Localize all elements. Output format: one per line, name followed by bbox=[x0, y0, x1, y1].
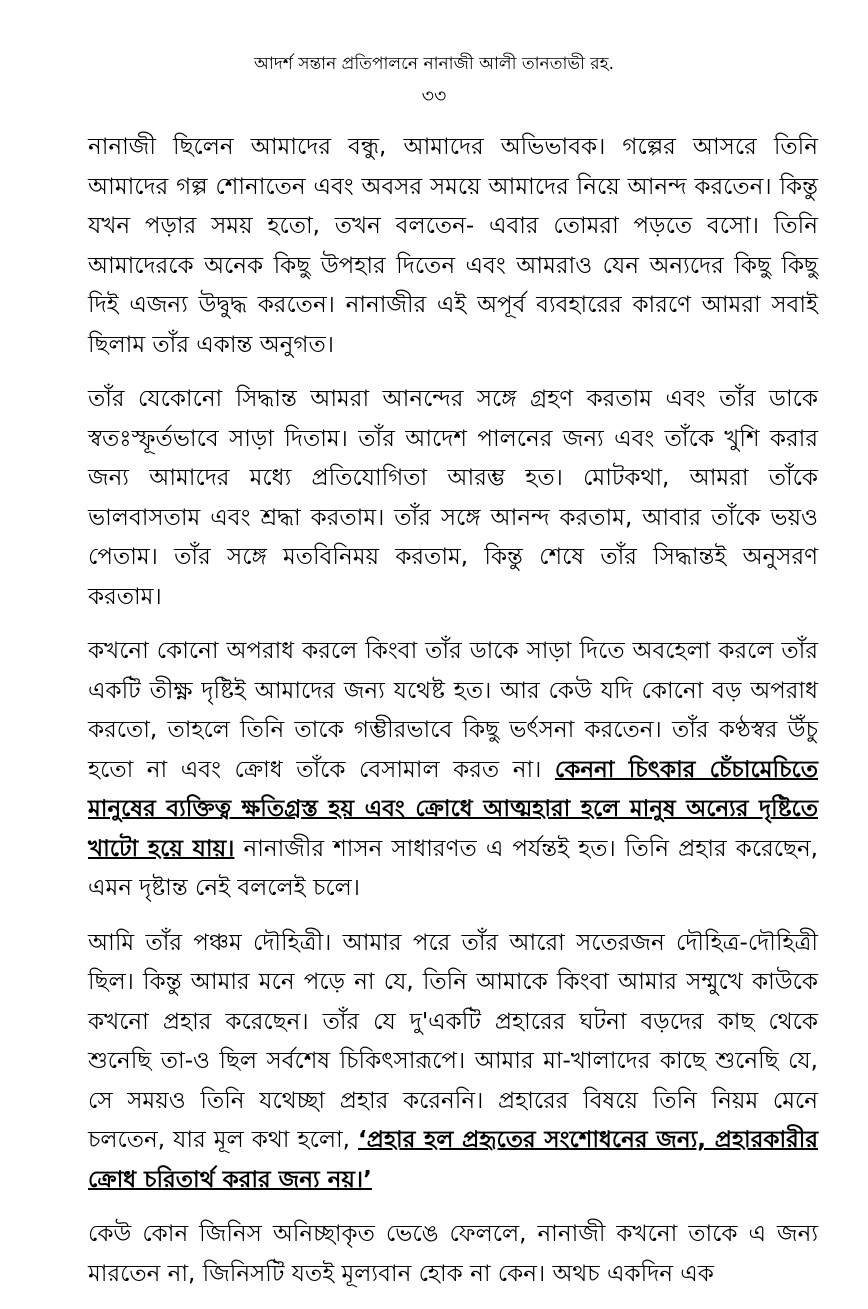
paragraph-4 bbox=[88, 924, 818, 1201]
paragraph-2: তাঁর যেকোনো সিদ্ধান্ত আমরা আনন্দের সঙ্গে গ্রহণ করতাম এবং তাঁর ডাকে স্বতঃস্ফূর্তভাবে সাড়া দিতাম। তাঁর আদেশ পালনের জন্য এবং তাঁকে খুশি করার জন্য আমাদের মধ্যে প্রতিযোগিতা আরম্ভ হত। মোটকথা, আমরা তাঁকে ভালবাসতাম এবং শ্রদ্ধা করতাম। তাঁর সঙ্গে আনন্দ করতাম, আবার তাঁকে ভয়ও পেতাম। তাঁর সঙ্গে মতবিনিময় করতাম, কিন্তু শেষে তাঁর সিদ্ধান্তই অনুসরণ করতাম। bbox=[88, 386, 818, 610]
paragraph-5: কেউ কোন জিনিস অনিচ্ছাকৃত ভেঙে ফেললে, নানাজী কখনো তাকে এ জন্য মারতেন না, জিনিসটি যতই মূল্যবান হোক না কেন। অথচ একদিন এক bbox=[88, 1221, 818, 1287]
page-number: ৩৩ bbox=[421, 85, 447, 107]
paragraph-3 bbox=[88, 632, 818, 909]
underlined-quote: ‘প্রহার হল প্রহৃতের সংশোধনের জন্য, প্রহারকারীর ক্রোধ চরিতার্থ করার জন্য নয়।’ bbox=[88, 1127, 818, 1193]
paragraph-1: নানাজী ছিলেন আমাদের বন্ধু, আমাদের অভিভাবক। গল্পের আসরে তিনি আমাদের গল্প শোনাতেন এবং অবসর সময়ে আমাদের নিয়ে আনন্দ করতেন। কিন্তু যখন পড়ার সময় হতো, তখন বলতেন- এবার তোমরা পড়তে বসো। তিনি আমাদেরকে অনেক কিছু উপহার দিতেন এবং আমরাও যেন অন্যদের কিছু কিছু দিই এজন্য উদ্বুদ্ধ করতেন। নানাজীর এই অপূর্ব ব্যবহারের কারণে আমরা সবাই ছিলাম তাঁর একান্ত অনুগত। bbox=[88, 134, 818, 358]
underlined-emphasis: কেননা চিৎকার চেঁচামেচিতে মানুষের ব্যক্তিত্ব ক্ষতিগ্রস্ত হয় এবং ক্রোধে আত্মহারা হলে মানুষ অন্যের দৃষ্টিতে খাটো হয়ে যায়। bbox=[88, 756, 818, 862]
body-text bbox=[88, 128, 818, 1309]
paragraph-3-text-after: নানাজীর শাসন সাধারণত এ পর্যন্তই হত। তিনি প্রহার করেছেন, এমন দৃষ্টান্ত নেই বললেই চলে। bbox=[88, 835, 818, 901]
running-header: আদর্শ সন্তান প্রতিপালনে নানাজী আলী তানতাভী রহ. bbox=[253, 54, 614, 74]
paragraph-3-text-before: কখনো কোনো অপরাধ করলে কিংবা তাঁর ডাকে সাড়া দিতে অবহেলা করলে তাঁর একটি তীক্ষ্ণ দৃষ্টিই আমাদের জন্য যথেষ্ট হত। আর কেউ যদি কোনো বড় অপরাধ করতো, তাহলে তিনি তাকে গম্ভীরভাবে কিছু ভর্ৎসনা করতেন। তাঁর কণ্ঠস্বর উঁচু হতো না এবং ক্রোধ তাঁকে বেসামাল করত না। bbox=[88, 638, 818, 783]
paragraph-4-text-before: আমি তাঁর পঞ্চম দৌহিত্রী। আমার পরে তাঁর আরো সতেরজন দৌহিত্র-দৌহিত্রী ছিল। কিন্তু আমার মনে পড়ে না যে, তিনি আমাকে কিংবা আমার সম্মুখে কাউকে কখনো প্রহার করেছেন। তাঁর যে দু'একটি প্রহারের ঘটনা বড়দের কাছ থেকে শুনেছি তা-ও ছিল সর্বশেষ চিকিৎসারূপে। আমার মা-খালাদের কাছে শুনেছি যে, সে সময়ও তিনি যথেচ্ছা প্রহার করেননি। প্রহারের বিষয়ে তিনি নিয়ম মেনে চলতেন, যার মূল কথা হলো, bbox=[88, 929, 818, 1153]
